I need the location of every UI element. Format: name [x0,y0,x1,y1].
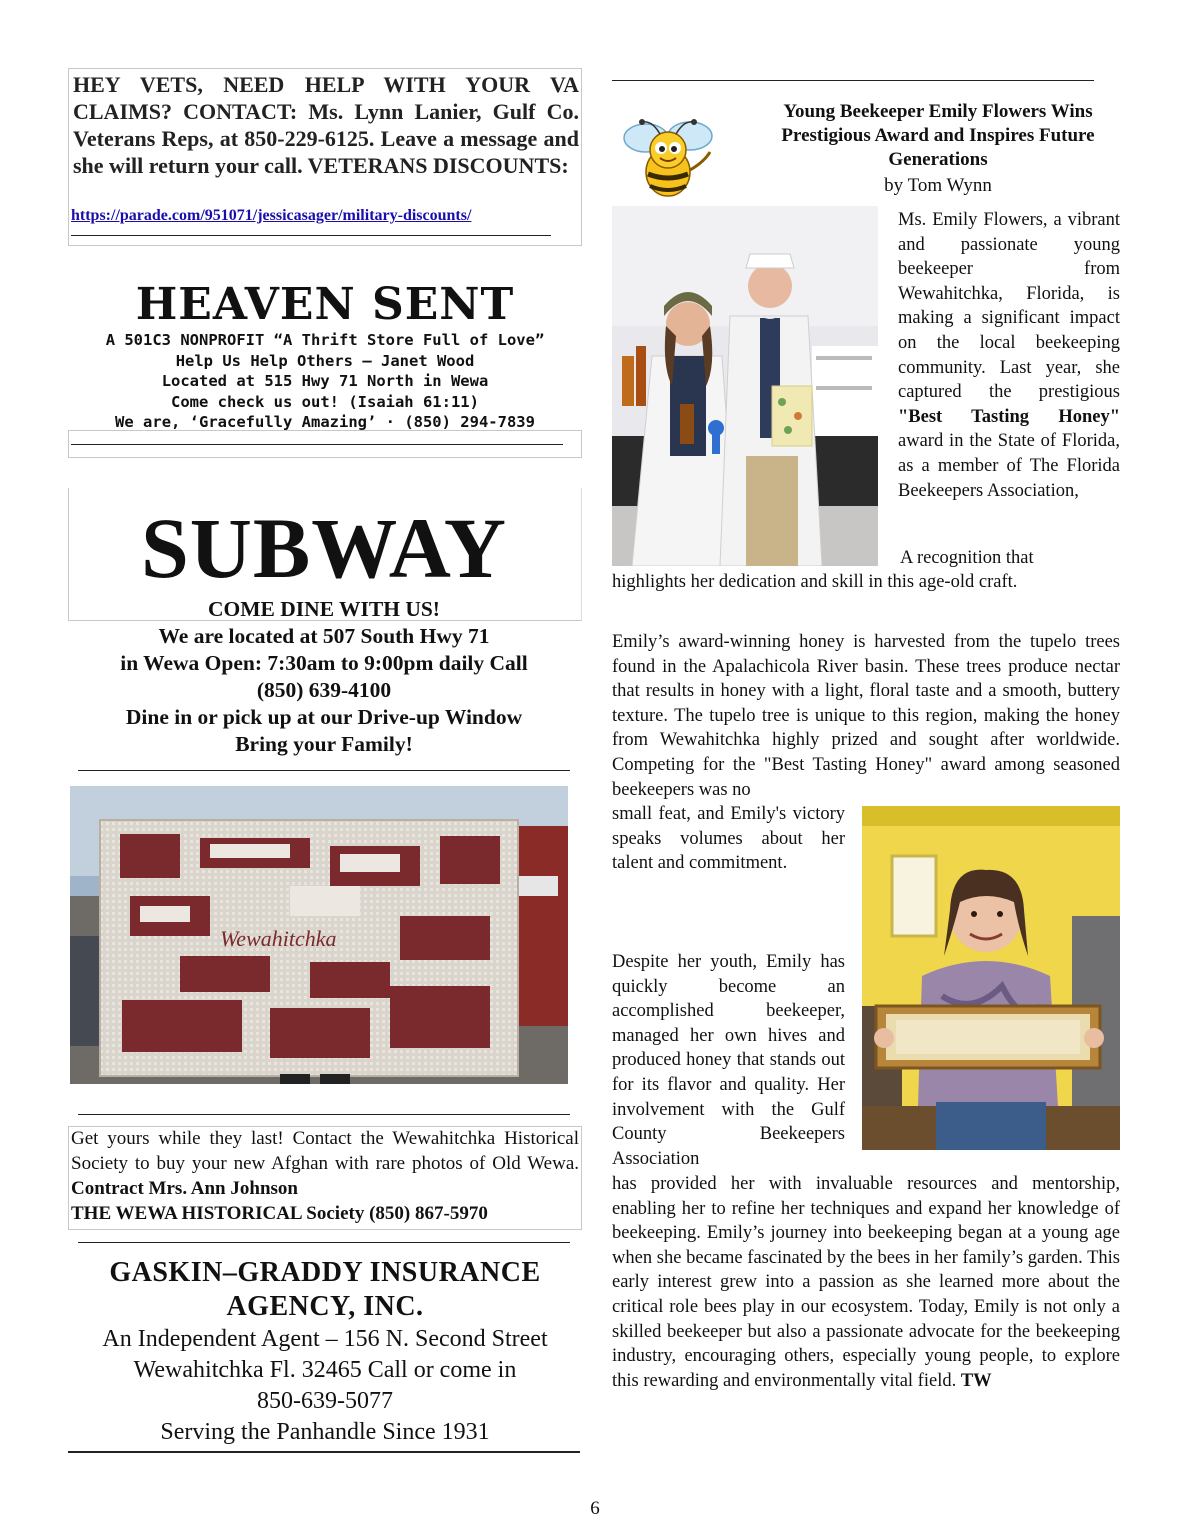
subway-line: Dine in or pick up at our Drive-up Window [125,705,523,729]
afghan-contact: Contract Mrs. Ann Johnson [71,1178,298,1199]
award-photo [612,206,878,566]
subway-title: SUBWAY [140,500,508,596]
vets-divider [71,235,551,236]
gaskin-title-2: AGENCY, INC. [226,1291,424,1322]
article-byline: by Tom Wynn [884,175,992,196]
afghan-photo [70,786,568,1084]
subway-line: COME DINE WITH US! [208,597,440,621]
military-discounts-link[interactable]: https://parade.com/951071/jessicasager/military-discounts/ [71,207,472,224]
afghan-main: Get yours while they last! Contact the Wewahitchka Historical Society to buy your new Afghan with rare photos of Old Wewa. [71,1128,579,1174]
heaven-line: We are, ‘Gracefully Amazing’ · (850) 294-7839 [115,413,535,431]
gaskin-top-divider [78,1242,570,1243]
article-paragraph-1-end: highlights her dedication and skill in this age-old craft. [612,572,1018,592]
gaskin-bottom-divider [68,1451,580,1453]
author-signoff: TW [960,1370,992,1391]
heaven-line: Come check us out! (Isaiah 61:11) [171,392,479,411]
subway-divider [78,770,570,771]
heaven-line: Help Us Help Others – Janet Wood [175,351,475,370]
article-paragraph-2-cont: small feat, and Emily's victory speaks volumes about her talent and commitment. [612,804,845,874]
heaven-sent-title: HEAVEN SENT [135,279,515,330]
subway-line: (850) 639-4100 [256,678,392,702]
afghan-society: THE WEWA HISTORICAL Society (850) 867-5970 [71,1203,488,1224]
gaskin-title-1: GASKIN–GRADDY INSURANCE [109,1257,541,1288]
article-paragraph-3-cont: has provided her with invaluable resources and mentorship, enabling her to refine her techniques and expand her knowledge of beekeeping. Emily’s journey into beekeeping began at a young age when she became fascinated by the bees in her family’s garden. This early interest grew into a passion as she learned more about the critical role bees play in our ecosystem. Today, Emily is not only a skilled beekeeper but also a passionate advocate for the beekeeping industry, encouraging others, especially young people, to explore this rewarding and environmentally vital field. TW [612,1174,1120,1391]
bee-cartoon-icon [612,112,722,200]
article-top-rule [612,80,1094,81]
gaskin-line: 850-639-5077 [257,1388,393,1414]
article-paragraph-2: Emily’s award-winning honey is harvested from the tupelo trees found in the Apalachicola River basin. These trees produce nectar that results in honey with a light, floral taste and a smooth, buttery texture. The tupelo tree is unique to this region, making the honey from Wewahitchka highly prized and sought after worldwide. Competing for the "Best Tasting Honey" award among seasoned beekeepers was no [612,632,1120,800]
afghan-divider [78,1114,570,1115]
gaskin-line: Serving the Panhandle Since 1931 [160,1419,490,1445]
heaven-sent-ad [68,280,582,433]
gaskin-line: An Independent Agent – 156 N. Second Street [102,1326,548,1352]
gaskin-graddy-ad [68,1256,582,1448]
subway-line: in Wewa Open: 7:30am to 9:00pm daily Call [120,651,528,675]
award-name: "Best Tasting Honey" [898,406,1120,427]
gaskin-line: Wewahitchka Fl. 32465 Call or come in [133,1357,517,1383]
article-paragraph-1-cont: A recognition that [900,548,1034,568]
afghan-script-label: Wewahitchka [220,926,337,951]
page-number: 6 [590,1498,600,1519]
heaven-line: A 501C3 NONPROFIT “A Thrift Store Full of Love” [105,331,545,349]
heaven-line: Located at 515 Hwy 71 North in Wewa [161,372,489,390]
vets-text: HEY VETS, NEED HELP WITH YOUR VA CLAIMS? CONTACT: Ms. Lynn Lanier, Gulf Co. Veterans Reps, at 850-229-6125. Leave a message and she will return your call. VETERANS DISCOUNTS: [73,72,579,178]
vets-notice [68,68,582,246]
subway-info [68,596,580,758]
article-title: Young Beekeeper Emily Flowers Wins Prestigious Award and Inspires Future Generations [781,101,1095,170]
article-paragraph-1: Ms. Emily Flowers, a vibrant and passionate young beekeeper from Wewahitchka, Florida, is making a significant impact on the local beekeeping community. Last year, she captured the prestigious "Best Tasting Honey" award in the State of Florida, as a member of The Florida Beekeepers Association, [898,210,1120,501]
honeycomb-photo [862,806,1120,1150]
afghan-text [71,1126,579,1226]
subway-line: We are located at 507 South Hwy 71 [158,624,490,648]
heaven-divider-box [68,430,582,458]
article-paragraph-3: Despite her youth, Emily has quickly become an accomplished beekeeper, managed her own hives and produced honey that stands out for its flavor and quality. Her involvement with the Gulf County Beekeepers Association [612,952,845,1169]
subway-line: Bring your Family! [235,732,413,756]
